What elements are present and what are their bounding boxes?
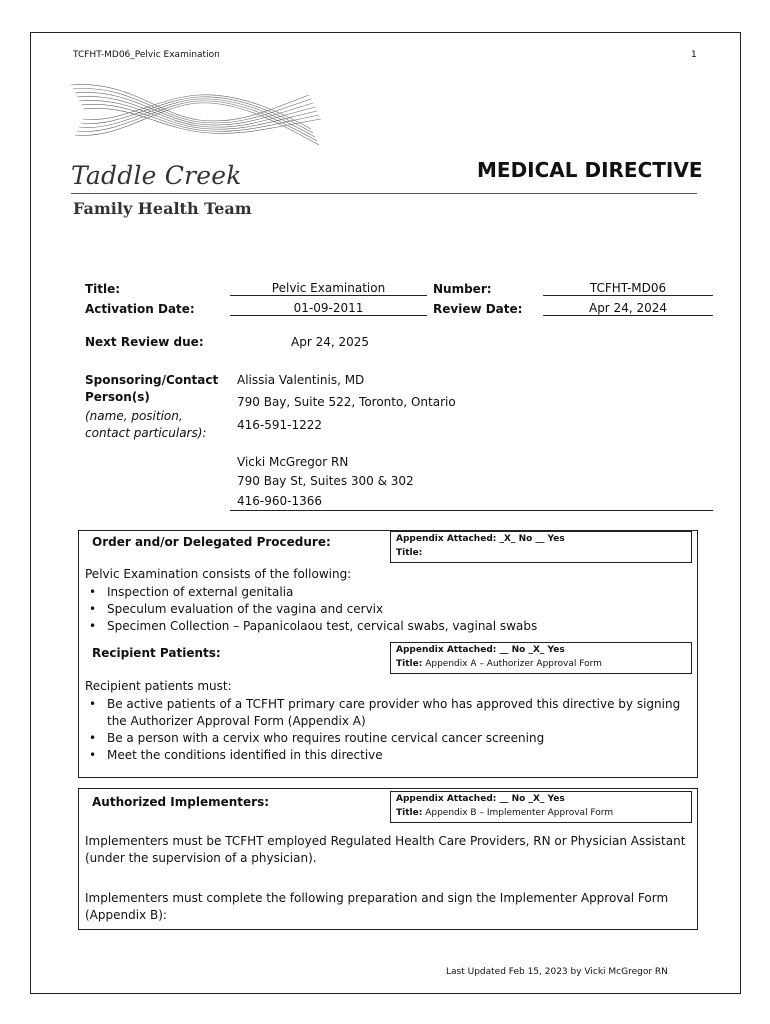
list-item: • Speculum evaluation of the vagina and cervix [85, 601, 695, 618]
implementers-appendix-title-label: Title: [396, 808, 423, 818]
brand-name: Taddle Creek [71, 161, 242, 190]
sponsor2-phone: 416-960-1366 [237, 494, 323, 508]
list-item: • Be active patients of a TCFHT primary care provider who has approved this directive by signing the Authorizer Approval Form (Appendix A) [85, 696, 695, 730]
implementers-appendix-box [390, 791, 692, 823]
implementers-appendix-line: Appendix Attached: __ No _X_ Yes [396, 794, 565, 804]
list-item: • Specimen Collection – Papanicolaou test, cervical swabs, vaginal swabs [85, 618, 695, 635]
recipients-appendix-title-label: Title: [396, 659, 423, 669]
implementers-heading: Authorized Implementers: [92, 795, 270, 809]
order-heading: Order and/or Delegated Procedure: [92, 535, 331, 549]
implementers-appendix-title: Appendix B – Implementer Approval Form [425, 808, 614, 818]
sponsor-underline [230, 510, 713, 511]
order-appendix-line: Appendix Attached: _X_ No __ Yes [396, 534, 565, 544]
document-type-title: MEDICAL DIRECTIVE [477, 158, 703, 182]
number-value: TCFHT-MD06 [543, 281, 713, 296]
number-label: Number: [433, 282, 492, 296]
review-date-label: Review Date: [433, 302, 523, 316]
sponsor1-name: Alissia Valentinis, MD [237, 373, 365, 387]
taddle-creek-logo-icon [69, 75, 339, 155]
sponsor-note: (name, position, [85, 409, 183, 423]
review-date-value: Apr 24, 2024 [543, 301, 713, 316]
order-list [85, 584, 695, 635]
title-value: Pelvic Examination [230, 281, 427, 296]
recipients-appendix-line: Appendix Attached: __ No _X_ Yes [396, 645, 565, 655]
sponsor2-address: 790 Bay St, Suites 300 & 302 [237, 474, 414, 488]
recipients-heading: Recipient Patients: [92, 646, 221, 660]
list-item: • Be a person with a cervix who requires routine cervical cancer screening [85, 730, 695, 747]
recipients-appendix-box [390, 642, 692, 674]
list-item: • Inspection of external genitalia [85, 584, 695, 601]
sponsor-label-2: Person(s) [85, 390, 150, 404]
next-review-value: Apr 24, 2025 [291, 335, 370, 349]
last-updated-footer: Last Updated Feb 15, 2023 by Vicki McGregor RN [446, 967, 668, 977]
order-appendix-box [390, 531, 692, 563]
activation-date-value: 01-09-2011 [230, 301, 427, 316]
implementers-para1: Implementers must be TCFHT employed Regulated Health Care Providers, RN or Physician Assistant (under the supervision of a physician). [85, 834, 686, 865]
sponsor1-phone: 416-591-1222 [237, 418, 323, 432]
page-number: 1 [691, 50, 697, 60]
order-intro: Pelvic Examination consists of the following: [85, 567, 352, 581]
sponsor-label: Sponsoring/Contact [85, 373, 219, 387]
recipients-intro: Recipient patients must: [85, 679, 232, 693]
title-label: Title: [85, 282, 121, 296]
brand-divider [71, 193, 697, 194]
next-review-label: Next Review due: [85, 335, 204, 349]
document-page [30, 32, 741, 994]
implementers-para2: Implementers must complete the following preparation and sign the Implementer Approval Form (Appendix B): [85, 891, 669, 922]
recipients-appendix-title: Appendix A – Authorizer Approval Form [425, 659, 602, 669]
recipients-list [85, 696, 695, 764]
activation-date-label: Activation Date: [85, 302, 195, 316]
header-doc-id: TCFHT-MD06_Pelvic Examination [73, 50, 220, 60]
sponsor-note-2: contact particulars): [85, 426, 207, 440]
list-item: • Meet the conditions identified in this directive [85, 747, 695, 764]
order-appendix-title-label: Title: [396, 548, 423, 558]
sponsor2-name: Vicki McGregor RN [237, 455, 349, 469]
brand-subtitle: Family Health Team [73, 199, 252, 218]
sponsor1-address: 790 Bay, Suite 522, Toronto, Ontario [237, 395, 456, 409]
